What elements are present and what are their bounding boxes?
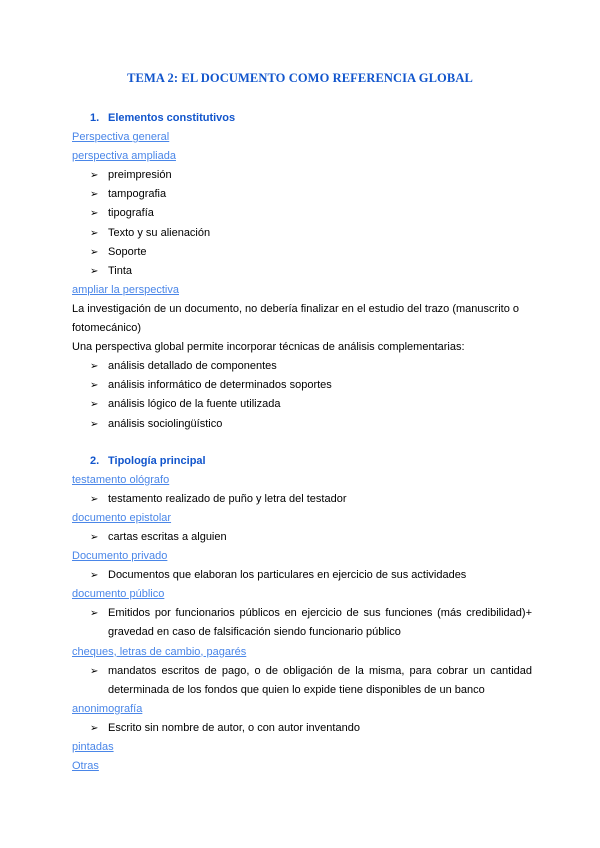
- link-otras[interactable]: Otras: [72, 760, 99, 773]
- arrow-bullet-icon: ➢: [90, 265, 99, 277]
- arrow-bullet-icon: ➢: [90, 531, 99, 543]
- arrow-bullet-icon: ➢: [90, 246, 99, 258]
- arrow-bullet-icon: ➢: [90, 608, 99, 620]
- arrow-bullet-icon: ➢: [90, 170, 99, 182]
- arrow-bullet-icon: ➢: [90, 399, 99, 411]
- list-item: ➢ cartas escritas a alguien: [90, 528, 532, 547]
- link-pintadas[interactable]: pintadas: [72, 741, 114, 753]
- section-title: Tipología principal: [108, 454, 206, 467]
- bullet-list: [72, 528, 532, 547]
- section-heading-2: [72, 452, 532, 471]
- bullet-list: [72, 490, 532, 509]
- list-item: ➢ preimpresión: [90, 166, 532, 185]
- bullet-list: [72, 357, 532, 433]
- arrow-bullet-icon: ➢: [90, 493, 99, 505]
- section-title: Elementos constitutivos: [108, 112, 236, 124]
- list-item: ➢ análisis informático de determinados soportes: [90, 376, 532, 395]
- arrow-bullet-icon: ➢: [90, 665, 99, 677]
- arrow-bullet-icon: ➢: [90, 722, 99, 734]
- arrow-bullet-icon: ➢: [90, 418, 99, 430]
- list-item: ➢ tampografia: [90, 185, 532, 204]
- list-item: ➢ análisis sociolingüístico: [90, 415, 532, 434]
- list-item: ➢ Emitidos por funcionarios públicos en ejercicio de sus funciones (más credibilidad)+ gravedad en caso de falsificación siendo funcionario público: [90, 604, 532, 642]
- link-documento-publico[interactable]: documento público: [72, 588, 165, 601]
- arrow-bullet-icon: ➢: [90, 570, 99, 582]
- paragraph: Una perspectiva global permite incorporar técnicas de análisis complementarias:: [72, 341, 465, 354]
- link-documento-privado[interactable]: Documento privado: [72, 550, 168, 563]
- list-item: ➢ mandatos escritos de pago, o de obligación de la misma, para cobrar un cantidad determinada de los fondos que quien lo expide tiene disponibles de un banco: [90, 662, 532, 700]
- arrow-bullet-icon: ➢: [90, 227, 99, 239]
- paragraph: La investigación de un documento, no debería finalizar en el estudio del trazo (manuscrito o fotomecánico): [72, 302, 519, 335]
- page-title: TEMA 2: EL DOCUMENTO COMO REFERENCIA GLOBAL: [127, 71, 473, 85]
- link-anonimografia[interactable]: anonimografía: [72, 702, 143, 715]
- bullet-list: [72, 662, 532, 700]
- arrow-bullet-icon: ➢: [90, 361, 99, 373]
- link-testamento-olografo[interactable]: testamento ológrafo: [72, 473, 170, 486]
- arrow-bullet-icon: ➢: [90, 380, 99, 392]
- link-ampliar-perspectiva[interactable]: ampliar la perspectiva: [72, 283, 179, 296]
- bullet-list: [72, 166, 532, 281]
- list-item: ➢ análisis lógico de la fuente utilizada: [90, 395, 532, 414]
- list-item: ➢ tipografía: [90, 204, 532, 223]
- link-documento-epistolar[interactable]: documento epistolar: [72, 511, 172, 524]
- list-item: ➢ Soporte: [90, 243, 532, 262]
- list-item: ➢ Texto y su alienación: [90, 224, 532, 243]
- list-item: ➢ Tinta: [90, 262, 532, 281]
- section-number: 2.: [90, 454, 100, 467]
- section-heading-1: [72, 109, 532, 128]
- section-number: 1.: [90, 112, 100, 124]
- bullet-list: [72, 566, 532, 585]
- list-item: ➢ testamento realizado de puño y letra del testador: [90, 490, 532, 509]
- list-item: ➢ análisis detallado de componentes: [90, 357, 532, 376]
- list-item: ➢ Documentos que elaboran los particulares en ejercicio de sus actividades: [90, 566, 532, 585]
- arrow-bullet-icon: ➢: [90, 189, 99, 201]
- bullet-list: [72, 719, 532, 738]
- list-item: ➢ Escrito sin nombre de autor, o con autor inventando: [90, 719, 532, 738]
- link-cheques-letras-pagares[interactable]: cheques, letras de cambio, pagarés: [72, 645, 247, 658]
- link-perspectiva-general[interactable]: Perspectiva general: [72, 131, 170, 144]
- arrow-bullet-icon: ➢: [90, 208, 99, 220]
- bullet-list: [72, 604, 532, 642]
- link-perspectiva-ampliada[interactable]: perspectiva ampliada: [72, 150, 176, 163]
- document-body: [72, 109, 532, 776]
